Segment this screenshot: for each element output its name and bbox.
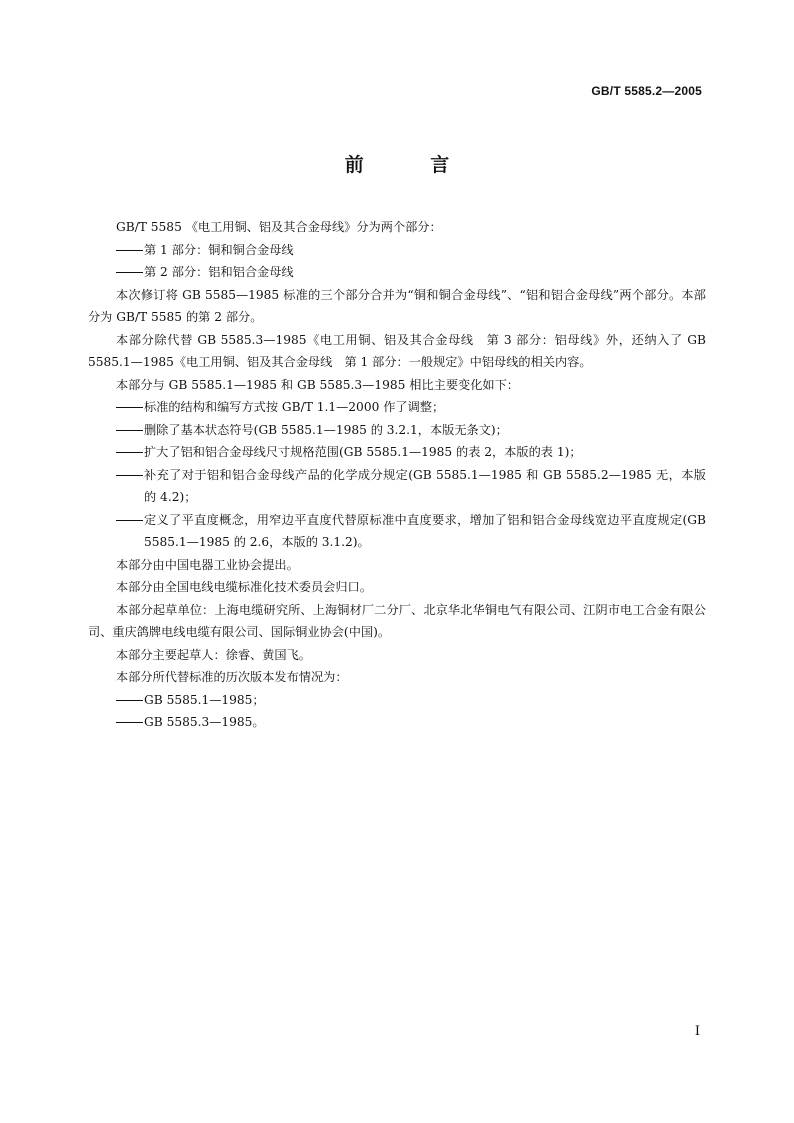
committee-paragraph: 本部分由全国电线电缆标准化技术委员会归口。 <box>116 580 372 594</box>
history-list-item: GB 5585.3—1985。 <box>144 715 265 729</box>
change-list-item: 扩大了铝和铝合金母线尺寸规格范围(GB 5585.1—1985 的表 2，本版的表 1)； <box>144 445 582 459</box>
change-list-item: 补充了对于铝和铝合金母线产品的化学成分规定(GB 5585.1—1985 和 GB 5585.2—1985 无，本版的 4.2)； <box>144 467 706 504</box>
change-list-item: 标准的结构和编写方式按 GB/T 1.1—2000 作了调整； <box>144 400 445 414</box>
part-list-item: 第 1 部分：铜和铜合金母线 <box>144 242 294 257</box>
revision-paragraph: 本次修订将 GB 5585—1985 标准的三个部分合并为“铜和铜合金母线”、“铝和铝合金母线”两个部分。本部分为 GB/T 5585 的第 2 部分。 <box>88 287 706 324</box>
part-list-item: 第 2 部分：铝和铝合金母线 <box>144 265 294 279</box>
drafters-paragraph: 本部分主要起草人：徐睿、黄国飞。 <box>116 647 311 662</box>
proposer-paragraph: 本部分由中国电器工业协会提出。 <box>116 557 299 572</box>
history-intro-paragraph: 本部分所代替标准的历次版本发布情况为： <box>116 670 348 684</box>
foreword-body <box>88 216 706 734</box>
page-title: 前 言 <box>344 154 480 176</box>
change-list-item: 定义了平直度概念，用窄边平直度代替原标准中直度要求，增加了铝和铝合金母线宽边平直度规定(GB 5585.1—1985 的 2.6，本版的 3.1.2)。 <box>144 512 706 549</box>
history-list-item: GB 5585.1—1985； <box>144 692 265 707</box>
replacement-paragraph: 本部分除代替 GB 5585.3—1985《电工用铜、铝及其合金母线 第 3 部分：铝母线》外，还纳入了 GB 5585.1—1985《电工用铜、铝及其合金母线 第 1 部分：一般规定》中铝母线的相关内容。 <box>88 332 706 369</box>
intro-paragraph: GB/T 5585 《电工用铜、铝及其合金母线》分为两个部分： <box>116 220 442 234</box>
change-list-item: 删除了基本状态符号(GB 5585.1—1985 的 3.2.1，本版无条文)； <box>144 422 508 437</box>
standard-code: GB/T 5585.2—2005 <box>591 84 702 98</box>
page-number: I <box>694 1024 700 1039</box>
changes-intro-paragraph: 本部分与 GB 5585.1—1985 和 GB 5585.3—1985 相比主要变化如下： <box>116 377 519 392</box>
drafting-units-paragraph: 本部分起草单位：上海电缆研究所、上海铜材厂二分厂、北京华北华铜电气有限公司、江阴市电工合金有限公司、重庆鸽牌电线电缆有限公司、国际铜业协会(中国)。 <box>88 602 706 639</box>
